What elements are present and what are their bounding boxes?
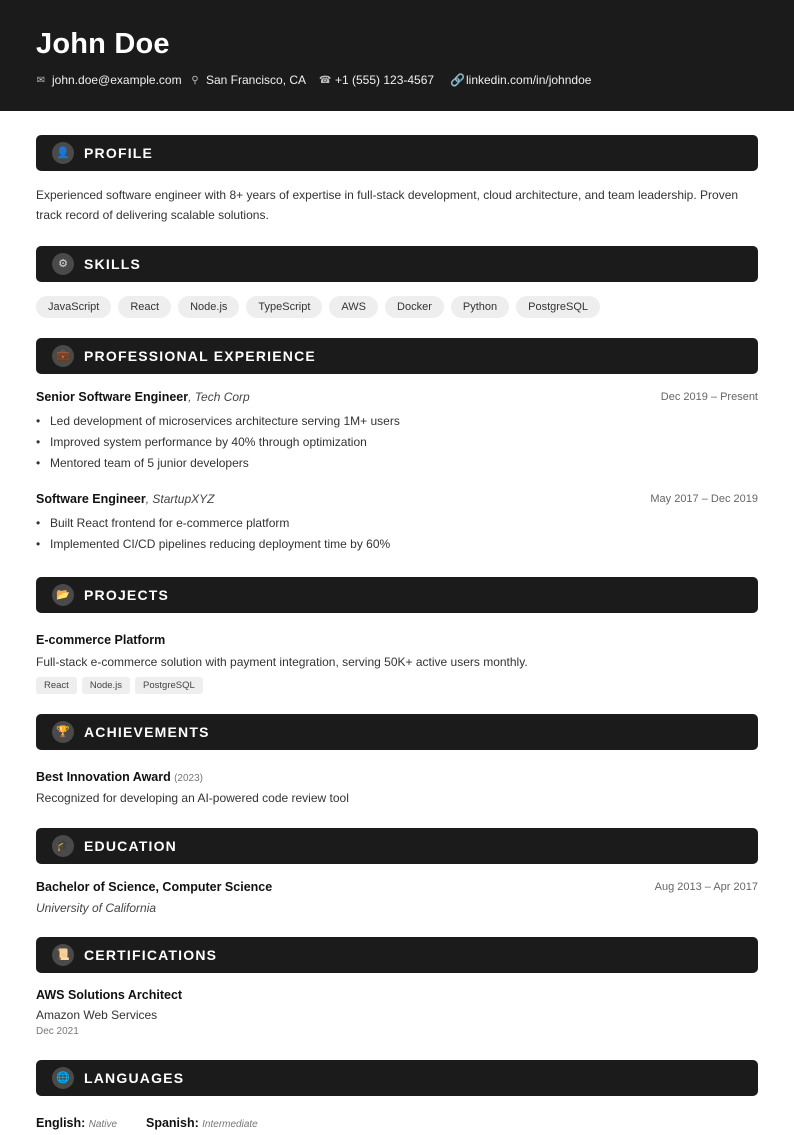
link-icon: 🔗 [450, 73, 465, 87]
gear-icon: ⚙ [52, 253, 74, 275]
phone-text: +1 (555) 123-4567 [335, 73, 435, 87]
language-item [146, 1113, 258, 1135]
education-degree: Bachelor of Science, Computer Science [36, 880, 273, 894]
language-level: Native [88, 1119, 118, 1130]
project-tag: Node.js [82, 677, 130, 694]
language-name: Spanish: [146, 1116, 199, 1130]
language-item [36, 1113, 117, 1135]
contact-location [190, 73, 306, 87]
location-pin-icon: ⚲ [191, 74, 199, 86]
job-title: Senior Software Engineer [36, 390, 189, 404]
scroll-icon: 📜 [52, 944, 74, 966]
email-text: john.doe@example.com [52, 73, 182, 87]
profile-line: Experienced software engineer with 8+ years of expertise in full-stack development, cloud architecture, and team leadership. Proven [36, 188, 739, 202]
job-heading: Software Engineer, StartupXYZ [36, 492, 215, 506]
skill-chip: JavaScript [36, 296, 111, 318]
certification-name: AWS Solutions Architect [36, 988, 183, 1002]
job-dates: May 2017 – Dec 2019 [650, 493, 758, 505]
section-title: PROFESSIONAL EXPERIENCE [84, 348, 316, 364]
job-bullet: • Implemented CI/CD pipelines reducing deployment time by 60% [36, 537, 390, 551]
project-tags [36, 677, 203, 694]
globe-icon: 🌐 [52, 1067, 74, 1089]
education-school: University of California [36, 901, 157, 915]
skill-chip: PostgreSQL [516, 296, 600, 318]
project-description: Full-stack e-commerce solution with payment integration, serving 50K+ active users monthly. [36, 655, 528, 669]
graduation-cap-icon: 🎓 [52, 835, 74, 857]
contact-phone[interactable] [319, 73, 434, 87]
skill-chip: AWS [329, 296, 378, 318]
certification-date: Dec 2021 [36, 1026, 79, 1037]
location-text: San Francisco, CA [206, 73, 307, 87]
job-dates: Dec 2019 – Present [660, 391, 758, 403]
job-title: Software Engineer [36, 492, 146, 506]
education-dates: Aug 2013 – Apr 2017 [654, 881, 758, 893]
profile-summary [36, 185, 758, 225]
job-company: StartupXYZ [152, 492, 215, 506]
section-title: CERTIFICATIONS [84, 947, 218, 963]
person-icon: 👤 [52, 142, 74, 164]
certification-issuer: Amazon Web Services [36, 1008, 158, 1022]
profile-line: track record of delivering scalable solutions. [36, 208, 269, 222]
section-title: PROFILE [84, 145, 154, 161]
trophy-icon: 🏆 [52, 721, 74, 743]
section-header-certifications [36, 937, 758, 973]
skills-list [36, 296, 600, 318]
job-heading: Senior Software Engineer, Tech Corp [36, 390, 250, 404]
language-level: Intermediate [202, 1119, 258, 1130]
job-company: Tech Corp [194, 390, 250, 404]
section-header-skills [36, 246, 758, 282]
section-title: SKILLS [84, 256, 141, 272]
section-header-achievements [36, 714, 758, 750]
section-title: PROJECTS [84, 587, 170, 603]
phone-icon: ☎ [319, 74, 332, 86]
job-bullet: • Mentored team of 5 junior developers [36, 456, 249, 470]
project-tag: React [36, 677, 77, 694]
resume-header [0, 0, 794, 111]
achievement-name: Best Innovation Award [36, 770, 171, 784]
job-bullet: • Improved system performance by 40% through optimization [36, 435, 367, 449]
skill-chip: Node.js [178, 296, 239, 318]
section-header-projects [36, 577, 758, 613]
section-title: ACHIEVEMENTS [84, 724, 210, 740]
section-header-profile [36, 135, 758, 171]
folder-icon: 📂 [52, 584, 74, 606]
job-bullet: • Built React frontend for e-commerce platform [36, 516, 289, 530]
job-bullet: • Led development of microservices architecture serving 1M+ users [36, 414, 400, 428]
project-tag: PostgreSQL [135, 677, 203, 694]
skill-chip: TypeScript [246, 296, 322, 318]
achievement-description: Recognized for developing an AI-powered code review tool [36, 791, 349, 805]
section-title: LANGUAGES [84, 1070, 185, 1086]
contact-email[interactable] [36, 73, 182, 87]
linkedin-text: linkedin.com/in/johndoe [466, 73, 592, 87]
section-header-languages [36, 1060, 758, 1096]
skill-chip: Docker [385, 296, 444, 318]
section-header-experience [36, 338, 758, 374]
skill-chip: Python [451, 296, 509, 318]
achievement-heading [36, 767, 203, 789]
mail-icon: ✉ [36, 74, 46, 86]
achievement-year: (2023) [174, 773, 203, 784]
section-title: EDUCATION [84, 838, 177, 854]
language-name: English: [36, 1116, 86, 1130]
skill-chip: React [118, 296, 171, 318]
section-header-education [36, 828, 758, 864]
project-name: E-commerce Platform [36, 633, 166, 647]
contact-linkedin[interactable] [450, 73, 591, 87]
candidate-name: John Doe [36, 28, 170, 60]
briefcase-icon: 💼 [52, 345, 74, 367]
